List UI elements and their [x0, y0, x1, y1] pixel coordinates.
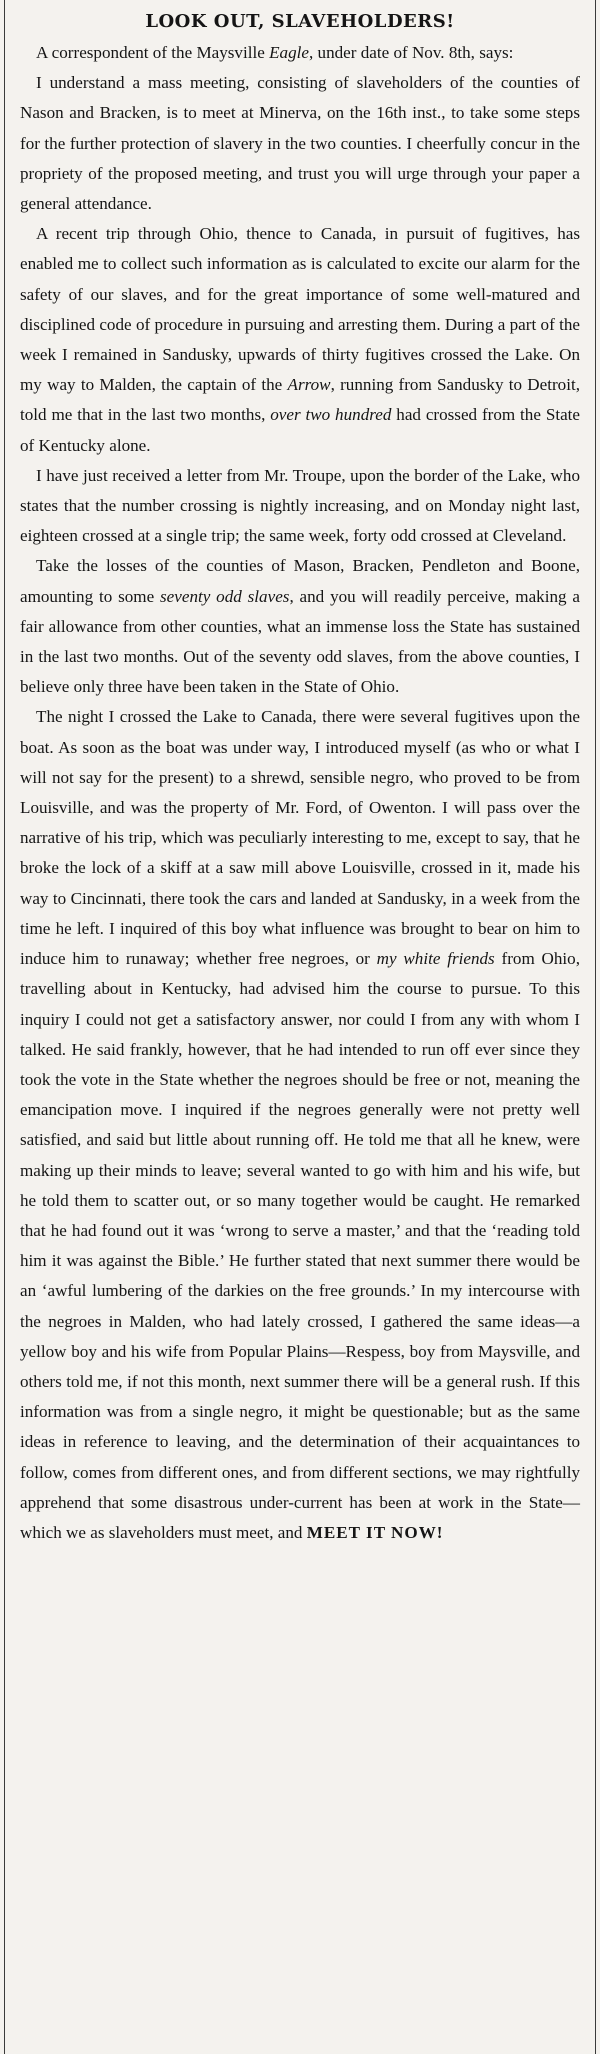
boat-name: Arrow: [287, 375, 331, 395]
paragraph-1: I understand a mass meeting, consisting of slaveholders of the counties of Nason and Bracken, is to meet at Minerva, on the 16th inst., to take some steps for the further protection of slavery in the two counties. I cheerfully concur in the propriety of the proposed meeting, and trust you will urge through your paper a general attendance.: [20, 73, 580, 214]
article-intro: [20, 38, 580, 68]
column-rule-right: [595, 0, 596, 2054]
paragraph-5-text-1: The night I crossed the Lake to Canada, there were several fugitives upon the boat. As soon as the boat was under way, I introduced myself (as who or what I will not say for the present) to a shrewd, sensible negro, who proved to be from Louisville, and was the property of Mr. Ford, of Owenton. I will pass over the narrative of his trip, which was peculiarly interesting to me, except to say, that he broke the lock of a skiff at a saw mill above Louisville, crossed in it, made his way to Cincinnati, there took the cars and landed at Sandusky, in a week from the time he left. I inquired of this boy what influence was brought to bear on him to induce him to runaway; whether free negroes, or: [20, 707, 580, 969]
paragraph-5-text-2: from Ohio, travelling about in Kentucky, had advised him the course to pursue. To this inquiry I could not get a satisfactory answer, nor could I from any with whom I talked. He said frankly, however, that he had intended to run off ever since they took the vote in the State whether the negroes should be free or not, meaning the emancipation move. I inquired if the negroes generally were not pretty well satisfied, and said but little about running off. He told me that all he knew, were making up their minds to leave; several wanted to go with him and his wife, but he told them to scatter out, or so many together would be caught. He remarked that he had found out it was ‘wrong to serve a master,’ and that the ‘reading told him it was against the Bible.’ He further stated that next summer there would be an ‘awful lumbering of the darkies on the free grounds.’ In my intercourse with the negroes in Malden, who had lately crossed, I gathered the same ideas—a yellow boy and his wife from Popular Plains—Respess, boy from Maysville, and others told me, if not this month, next summer there will be a general rush. If this information was from a single negro, it might be questionable; but as the same ideas in reference to leaving, and the determination of their acquaintances to follow, comes from different ones, and from different sections, we may rightfully apprehend that some disastrous under-current has been at work in the State—which we as slaveholders must meet, and: [20, 949, 580, 1542]
column-rule-left: [4, 0, 5, 2054]
article-column: [20, 8, 580, 1548]
paragraph-3: I have just received a letter from Mr. Troupe, upon the border of the Lake, who states that the number crossing is nightly increasing, and on Monday night last, eighteen crossed at a single trip; the same week, forty odd crossed at Cleveland.: [20, 465, 580, 546]
paragraph-2-text-2: , running from Sandusky to Detroit, told me that in the last two months,: [20, 375, 581, 425]
paragraph-4-emphasis: seventy odd slaves: [160, 586, 290, 606]
article-headline: LOOK OUT, SLAVEHOLDERS!: [145, 11, 455, 32]
paragraph-4: [20, 551, 580, 702]
paragraph-2-text-3: had crossed from the State of Kentucky alone.: [20, 405, 580, 455]
closing-exclamation: MEET IT NOW!: [306, 1522, 444, 1542]
paragraph-5: [20, 702, 580, 1548]
paragraph-4-text-2: , and you will readily perceive, making a fair allowance from other counties, what an immense loss the State has sustained in the last two months. Out of the seventy odd slaves, from the above counties, I believe only three have been taken in the State of Ohio.: [20, 586, 580, 697]
intro-text-2: , under date of Nov. 8th, says:: [308, 43, 514, 62]
paragraph-4-text-1: Take the losses of the counties of Mason, Bracken, Pendleton and Boone, amounting to some: [20, 556, 580, 606]
paragraph-5-emphasis: my white friends: [376, 949, 495, 969]
paragraph-2: [20, 219, 580, 461]
paragraph-2-emphasis: over two hundred: [270, 405, 392, 425]
intro-paper-name: Eagle: [269, 43, 309, 62]
intro-text-1: A correspondent of the Maysville: [36, 43, 270, 62]
paragraph-2-text-1: A recent trip through Ohio, thence to Canada, in pursuit of fugitives, has enabled me to collect such information as is calculated to excite our alarm for the safety of our slaves, and for the great importance of some well-matured and disciplined code of procedure in pursuing and arresting them. During a part of the week I remained in Sandusky, upwards of thirty fugitives crossed the Lake. On my way to Malden, the captain of the: [20, 224, 580, 395]
